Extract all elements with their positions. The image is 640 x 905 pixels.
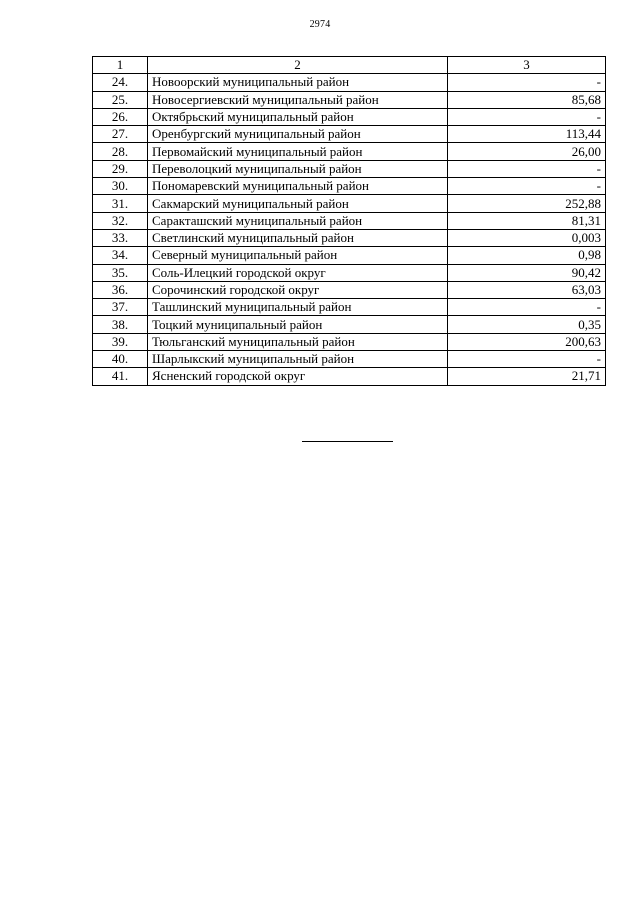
row-value: 0,98 [448, 247, 606, 264]
row-number: 39. [93, 333, 148, 350]
district-name: Сорочинский городской округ [148, 281, 448, 298]
table-row [93, 212, 606, 229]
district-name: Новосергиевский муниципальный район [148, 91, 448, 108]
table-row [93, 108, 606, 125]
district-name: Тоцкий муниципальный район [148, 316, 448, 333]
table-row [93, 143, 606, 160]
table-row [93, 160, 606, 177]
table-row [93, 74, 606, 91]
row-value: 63,03 [448, 281, 606, 298]
table-row [93, 91, 606, 108]
row-number: 31. [93, 195, 148, 212]
district-name: Саракташский муниципальный район [148, 212, 448, 229]
row-value: - [448, 351, 606, 368]
row-number: 34. [93, 247, 148, 264]
row-value: 0,35 [448, 316, 606, 333]
district-name: Ясненский городской округ [148, 368, 448, 385]
district-name: Северный муниципальный район [148, 247, 448, 264]
row-number: 33. [93, 229, 148, 246]
row-number: 36. [93, 281, 148, 298]
row-number: 38. [93, 316, 148, 333]
district-name: Светлинский муниципальный район [148, 229, 448, 246]
row-value: - [448, 299, 606, 316]
table-row [93, 247, 606, 264]
row-number: 41. [93, 368, 148, 385]
row-value: - [448, 178, 606, 195]
row-number: 26. [93, 108, 148, 125]
district-name: Октябрьский муниципальный район [148, 108, 448, 125]
table-row [93, 299, 606, 316]
row-number: 30. [93, 178, 148, 195]
end-of-document-line [302, 441, 393, 442]
column-header-2: 2 [148, 57, 448, 74]
row-value: 90,42 [448, 264, 606, 281]
row-number: 29. [93, 160, 148, 177]
row-number: 27. [93, 126, 148, 143]
table-row [93, 264, 606, 281]
row-value: - [448, 108, 606, 125]
row-value: 85,68 [448, 91, 606, 108]
table-row [93, 316, 606, 333]
row-value: 0,003 [448, 229, 606, 246]
district-name: Тюльганский муниципальный район [148, 333, 448, 350]
row-number: 32. [93, 212, 148, 229]
row-value: 21,71 [448, 368, 606, 385]
row-value: 113,44 [448, 126, 606, 143]
district-name: Соль-Илецкий городской округ [148, 264, 448, 281]
table-header-row [93, 57, 606, 74]
data-table [92, 56, 606, 386]
row-number: 24. [93, 74, 148, 91]
row-value: - [448, 74, 606, 91]
column-header-1: 1 [93, 57, 148, 74]
district-name: Пономаревский муниципальный район [148, 178, 448, 195]
table-row [93, 281, 606, 298]
table-body [93, 74, 606, 385]
table-row [93, 229, 606, 246]
district-name: Сакмарский муниципальный район [148, 195, 448, 212]
table-row [93, 351, 606, 368]
page-number: 2974 [309, 19, 331, 30]
row-number: 25. [93, 91, 148, 108]
district-name: Новоорский муниципальный район [148, 74, 448, 91]
table-row [93, 126, 606, 143]
district-name: Первомайский муниципальный район [148, 143, 448, 160]
table-row [93, 368, 606, 385]
district-name: Оренбургский муниципальный район [148, 126, 448, 143]
table-row [93, 178, 606, 195]
row-value: 81,31 [448, 212, 606, 229]
column-header-3: 3 [448, 57, 606, 74]
row-value: 252,88 [448, 195, 606, 212]
row-number: 40. [93, 351, 148, 368]
row-number: 35. [93, 264, 148, 281]
row-value: 200,63 [448, 333, 606, 350]
row-value: 26,00 [448, 143, 606, 160]
row-number: 28. [93, 143, 148, 160]
district-name: Шарлыкский муниципальный район [148, 351, 448, 368]
table-row [93, 195, 606, 212]
table-row [93, 333, 606, 350]
district-name: Ташлинский муниципальный район [148, 299, 448, 316]
row-number: 37. [93, 299, 148, 316]
district-name: Переволоцкий муниципальный район [148, 160, 448, 177]
row-value: - [448, 160, 606, 177]
